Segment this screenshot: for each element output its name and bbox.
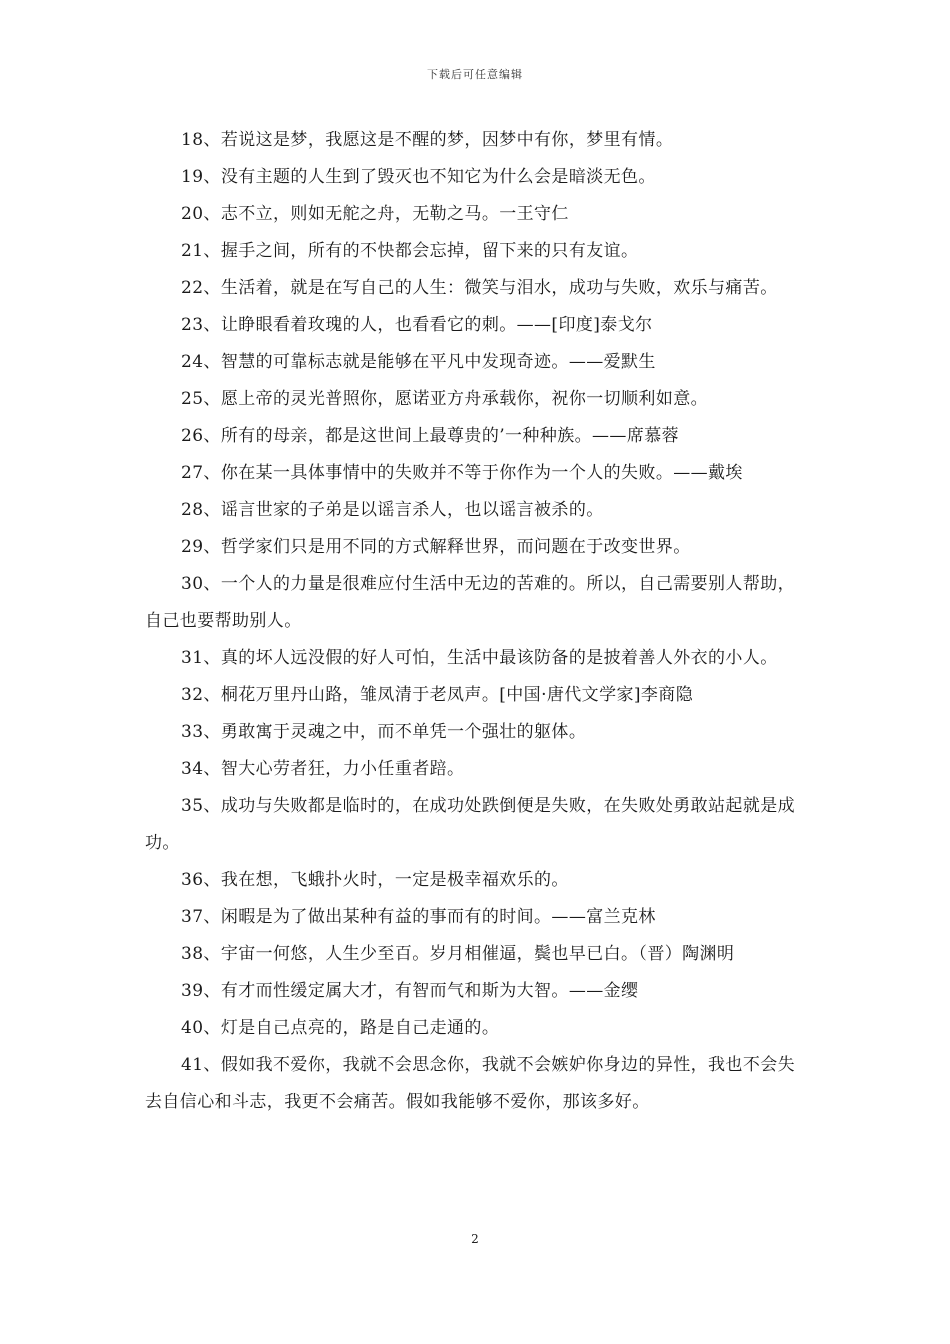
paragraph: 31、真的坏人远没假的好人可怕，生活中最该防备的是披着善人外衣的小人。	[181, 648, 778, 668]
paragraph: 29、哲学家们只是用不同的方式解释世界，而问题在于改变世界。	[181, 537, 691, 557]
paragraph: 26、所有的母亲，都是这世间上最尊贵的’一种种族。——席慕蓉	[181, 426, 680, 446]
paragraph: 36、我在想，飞蛾扑火时，一定是极幸福欢乐的。	[181, 870, 569, 890]
paragraph: 27、你在某一具体事情中的失败并不等于你作为一个人的失败。——戴埃	[181, 463, 743, 483]
paragraph: 21、握手之间，所有的不快都会忘掉，留下来的只有友谊。	[181, 241, 639, 261]
paragraph: 32、桐花万里丹山路，雏凤清于老凤声。[中国·唐代文学家]李商隐	[181, 685, 694, 705]
page-number: 2	[471, 1232, 479, 1246]
paragraph: 19、没有主题的人生到了毁灭也不知它为什么会是暗淡无色。	[181, 167, 656, 187]
paragraph: 39、有才而性缓定属大才，有智而气和斯为大智。——金缨	[181, 981, 639, 1001]
paragraph: 30、一个人的力量是很难应付生活中无边的苦难的。所以，自己需要别人帮助，自己也要帮助别人。	[145, 574, 796, 631]
paragraph: 25、愿上帝的灵光普照你，愿诺亚方舟承载你，祝你一切顺利如意。	[181, 389, 709, 409]
paragraph: 18、若说这是梦，我愿这是不醒的梦，因梦中有你，梦里有情。	[181, 130, 674, 150]
paragraph: 40、灯是自己点亮的，路是自己走通的。	[181, 1018, 500, 1038]
paragraph: 24、智慧的可靠标志就是能够在平凡中发现奇迹。——爱默生	[181, 352, 656, 372]
paragraph: 23、让睁眼看着玫瑰的人，也看看它的刺。——[印度]泰戈尔	[181, 315, 653, 335]
paragraph: 41、假如我不爱你，我就不会思念你，我就不会嫉妒你身边的异性，我也不会失去自信心和斗志，我更不会痛苦。假如我能够不爱你，那该多好。	[145, 1055, 796, 1112]
paragraph: 38、宇宙一何悠，人生少至百。岁月相催逼，鬓也早已白。（晋）陶渊明	[181, 944, 735, 964]
paragraph: 20、志不立，则如无舵之舟，无勒之马。一王守仁	[181, 204, 569, 224]
paragraph: 28、谣言世家的子弟是以谣言杀人，也以谣言被杀的。	[181, 500, 604, 520]
document-body	[145, 122, 810, 1121]
paragraph: 34、智大心劳者狂，力小任重者踣。	[181, 759, 465, 779]
paragraph: 33、勇敢寓于灵魂之中，而不单凭一个强壮的躯体。	[181, 722, 587, 742]
paragraph: 37、闲暇是为了做出某种有益的事而有的时间。——富兰克林	[181, 907, 656, 927]
paragraph: 22、生活着，就是在写自己的人生：微笑与泪水，成功与失败，欢乐与痛苦。	[181, 278, 778, 298]
paragraph: 35、成功与失败都是临时的，在成功处跌倒便是失败，在失败处勇敢站起就是成功。	[145, 796, 796, 853]
page-header: 下载后可任意编辑	[427, 68, 523, 81]
